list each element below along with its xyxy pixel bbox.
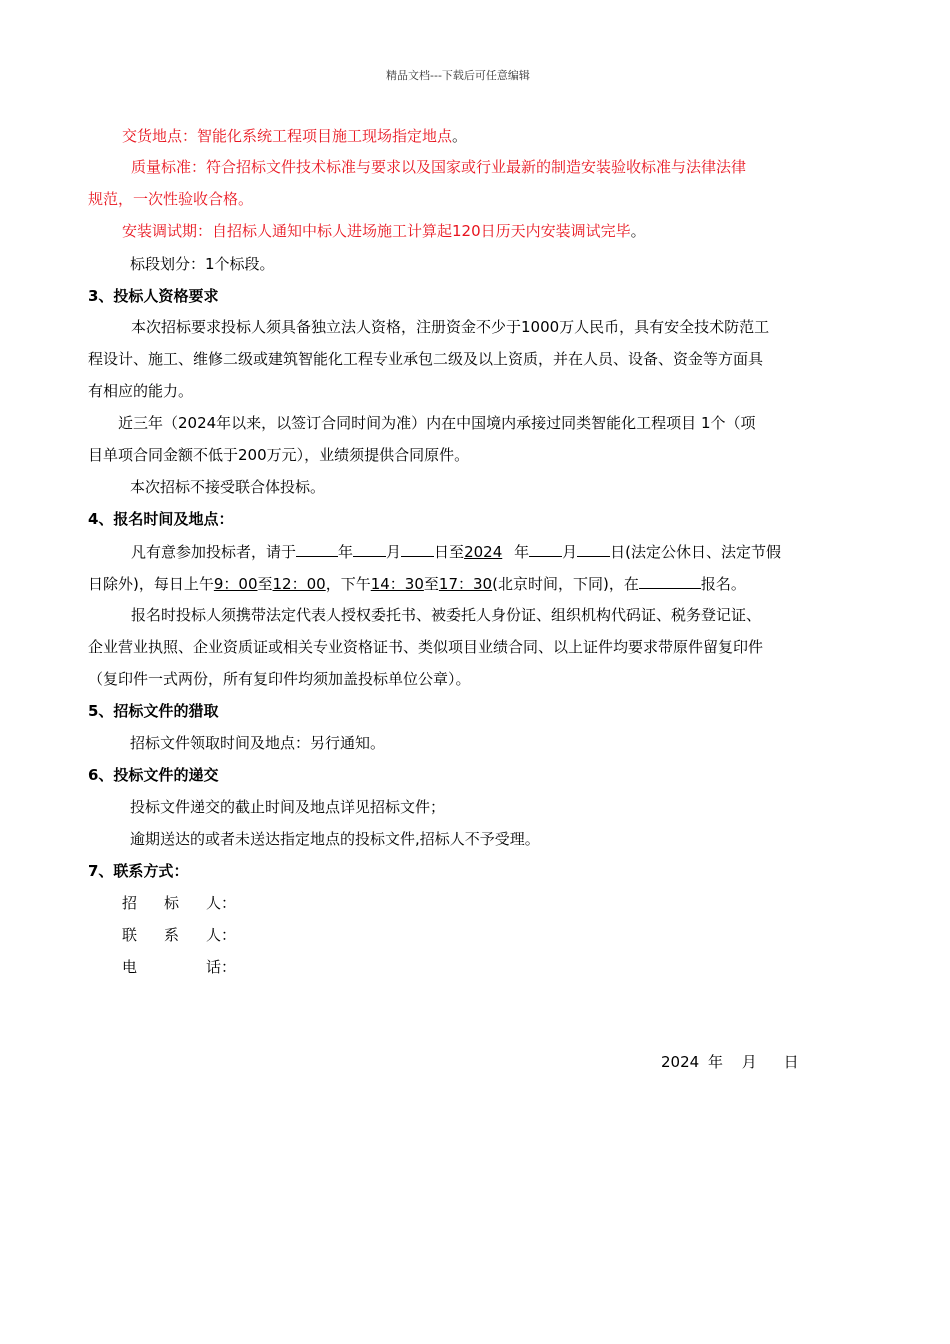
sec4-line2-prefix: 日除外)，每日上午	[88, 575, 214, 593]
year-word-2: 年	[514, 543, 530, 561]
contact-person	[122, 925, 236, 945]
sec3-p1-line3: 有相应的能力。	[88, 382, 194, 400]
page-header: 精品文档---下载后可任意编辑	[386, 69, 530, 82]
sec4-line2	[88, 573, 746, 594]
blank-day	[401, 541, 434, 557]
date-year-word: 年	[707, 1053, 723, 1071]
sec4-line2-mid: (北京时间，下同)，在	[492, 575, 639, 593]
sec6-line1: 投标文件递交的截止时间及地点详见招标文件；	[130, 798, 446, 816]
date-month-word: 月	[741, 1053, 757, 1071]
tenderer-char-1: 招	[122, 894, 138, 912]
to-1: 至	[257, 575, 273, 593]
blank-place	[639, 573, 701, 589]
sec3-p1-line1: 本次招标要求投标人须具备独立法人资格，注册资金不少于1000万人民币，具有安全技术防范工	[131, 318, 770, 336]
sec4-p2-line1: 报名时投标人须携带法定代表人授权委托书、被委托人身份证、组织机构代码证、税务登记证、	[131, 606, 762, 624]
sec3-p2-line1: 近三年（2024年以来，以签订合同时间为准）内在中国境内承接过同类智能化工程项目 1个（项	[118, 414, 756, 432]
section-3-title: 3、投标人资格要求	[88, 287, 219, 305]
sec4-line1-prefix: 凡有意参加投标者，请于	[131, 543, 297, 561]
pm-word: ，下午	[325, 575, 371, 593]
sections-division: 标段划分：1个标段。	[130, 255, 275, 273]
quality-line-2: 规范，一次性验收合格。	[88, 190, 254, 208]
pm-start: 14：30	[370, 575, 424, 593]
contact-char-2: 系	[164, 926, 180, 944]
sec3-p2-line2: 目单项合同金额不低于200万元），业绩须提供合同原件。	[88, 446, 470, 464]
contact-tenderer	[122, 893, 236, 913]
tenderer-char-3: 人：	[206, 894, 237, 912]
delivery-place-end: 。	[452, 127, 468, 145]
quality-line-1: 质量标准：符合招标文件技术标准与要求以及国家或行业最新的制造安装验收标准与法律法律	[131, 158, 747, 176]
phone-char-1: 电	[122, 958, 138, 976]
install-end: 。	[630, 222, 646, 240]
section-5-title: 5、招标文件的猎取	[88, 702, 219, 720]
signature-date	[661, 1052, 799, 1072]
to-2: 至	[423, 575, 439, 593]
section-6-title: 6、投标文件的递交	[88, 766, 219, 784]
sec4-p2-line2: 企业营业执照、企业资质证或相关专业资格证书、类似项目业绩合同、以上证件均要求带原件留复印件	[88, 638, 764, 656]
day-suffix: 日(法定公休日、法定节假	[610, 543, 781, 561]
blank-month	[353, 541, 386, 557]
sec4-p2-line3: （复印件一式两份，所有复印件均须加盖投标单位公章）。	[88, 670, 471, 688]
month-word-2: 月	[562, 543, 578, 561]
delivery-place-line	[122, 126, 467, 146]
sec6-line2: 逾期送达的或者未送达指定地点的投标文件,招标人不予受理。	[130, 830, 540, 848]
contact-char-3: 人：	[206, 926, 237, 944]
install-text: 安装调试期：自招标人通知中标人进场施工计算起120日历天内安装调试完毕	[122, 222, 631, 240]
sec3-p1-line2: 程设计、施工、维修二级或建筑智能化工程专业承包二级及以上资质，并在人员、设备、资金等方面具	[88, 350, 764, 368]
blank-month-2	[529, 541, 562, 557]
year-word: 年	[338, 543, 354, 561]
date-day-word: 日	[783, 1053, 799, 1071]
month-word: 月	[386, 543, 402, 561]
am-start: 9：00	[213, 575, 258, 593]
delivery-place-text: 智能化系统工程项目施工现场指定地点	[197, 127, 453, 145]
section-4-title: 4、报名时间及地点：	[88, 510, 234, 528]
tenderer-char-2: 标	[164, 894, 180, 912]
contact-char-1: 联	[122, 926, 138, 944]
delivery-place-label: 交货地点：	[122, 127, 198, 145]
sec4-line2-end: 报名。	[700, 575, 746, 593]
am-end: 12：00	[272, 575, 326, 593]
sec3-p3: 本次招标不接受联合体投标。	[130, 478, 326, 496]
section-7-title: 7、联系方式：	[88, 862, 189, 880]
phone-char-2: 话：	[206, 958, 237, 976]
date-year: 2024	[661, 1053, 700, 1071]
sec4-line1	[131, 541, 781, 562]
blank-day-2	[577, 541, 610, 557]
year-2024: 2024	[464, 543, 503, 561]
contact-phone	[122, 957, 236, 977]
day-to: 日至	[434, 543, 465, 561]
install-line	[122, 221, 646, 241]
sec5-text: 招标文件领取时间及地点：另行通知。	[130, 734, 386, 752]
pm-end: 17：30	[438, 575, 493, 593]
blank-year	[296, 541, 338, 557]
